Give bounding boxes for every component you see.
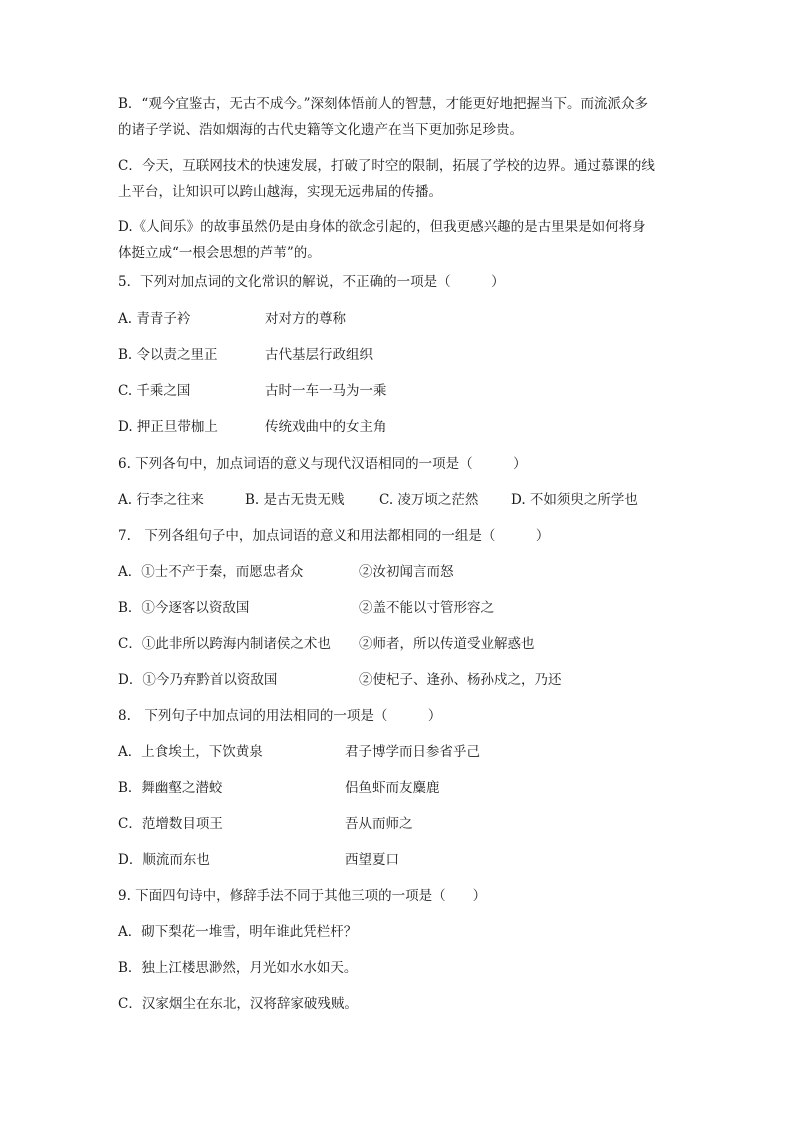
q8-option-d-1: D．顺流而东也	[118, 852, 210, 868]
q5-option-a-term: A. 青青子衿	[118, 311, 191, 327]
q4-option-d-line2: 体挺立成“一根会思想的芦苇”的。	[118, 245, 321, 261]
q6-stem: 6. 下列各句中，加点词语的意义与现代汉语相同的一项是（ ）	[118, 456, 527, 472]
q5-option-c-meaning: 古时一车一马为一乘	[265, 383, 387, 399]
q5-option-c-term: C. 千乘之国	[118, 383, 191, 399]
q5-option-b-term: B. 令以责之里正	[118, 347, 218, 363]
q6-option-a: A. 行李之往来	[118, 492, 204, 508]
q5-option-d-meaning: 传统戏曲中的女主角	[265, 419, 387, 435]
q4-option-d-line1: D.《人间乐》的故事虽然仍是由身体的欲念引起的，但我更感兴趣的是古里果是如何将身	[118, 219, 646, 235]
q4-option-c-line1: C．今天，互联网技术的快速发展，打破了时空的限制，拓展了学校的边界。通过慕课的线	[118, 158, 655, 174]
q5-option-d-term: D. 押正旦带枷上	[118, 419, 218, 435]
q8-option-a-1: A．上食埃土，下饮黄泉	[118, 744, 263, 760]
q7-option-d-1: D．①今乃弃黔首以资敌国	[118, 672, 278, 688]
q7-option-a-1: A．①士不产于秦，而愿忠者众	[118, 564, 304, 580]
q9-option-a: A．砌下梨花一堆雪，明年谁此凭栏杆？	[118, 924, 358, 940]
q4-option-b-line2: 的诸子学说、浩如烟海的古代史籍等文化遗产在当下更加弥足珍贵。	[118, 122, 523, 138]
q9-stem: 9. 下面四句诗中，修辞手法不同于其他三项的一项是（ ）	[118, 888, 487, 904]
q7-option-b-1: B．①今逐客以资敌国	[118, 600, 250, 616]
q8-option-b-2: 侣鱼虾而友麋鹿	[345, 780, 440, 796]
q4-option-c-line2: 上平台，让知识可以跨山越海，实现无远弗届的传播。	[118, 184, 442, 200]
q7-option-c-2: ②师者，所以传道受业解惑也	[359, 636, 535, 652]
q5-option-a-meaning: 对对方的尊称	[265, 311, 346, 327]
q9-option-c: C．汉家烟尘在东北，汉将辞家破残贼。	[118, 996, 358, 1012]
q7-option-d-2: ②使杞子、逢孙、杨孙戍之，乃还	[359, 672, 562, 688]
q4-option-b-line1: B．“观今宜鉴古，无古不成今。”深刻体悟前人的智慧，才能更好地把握当下。而流派众多	[118, 96, 648, 112]
q5-stem: 5．下列对加点词的文化常识的解说，不正确的一项是（ ）	[118, 274, 505, 290]
q5-option-b-meaning: 古代基层行政组织	[265, 347, 373, 363]
q8-option-b-1: B．舞幽壑之潜蛟	[118, 780, 223, 796]
q7-option-a-2: ②汝初闻言而怒	[359, 564, 454, 580]
q7-option-c-1: C．①此非所以跨海内制诸侯之术也	[118, 636, 331, 652]
q8-option-d-2: 西望夏口	[345, 852, 399, 868]
q8-stem: 8. 下列句子中加点词的用法相同的一项是（ ）	[118, 708, 442, 724]
q6-option-b: B. 是古无贵无贱	[245, 492, 345, 508]
q8-option-c-1: C．范增数目项王	[118, 816, 223, 832]
q7-option-b-2: ②盖不能以寸管形容之	[359, 600, 494, 616]
q6-option-c: C. 凌万顷之茫然	[379, 492, 479, 508]
q8-option-c-2: 吾从而师之	[345, 816, 413, 832]
q9-option-b: B．独上江楼思渺然，月光如水水如天。	[118, 960, 358, 976]
q6-option-d: D. 不如须臾之所学也	[511, 492, 638, 508]
q8-option-a-2: 君子博学而日参省乎己	[345, 744, 480, 760]
q7-stem: 7. 下列各组句子中，加点词语的意义和用法都相同的一组是（ ）	[118, 528, 550, 544]
